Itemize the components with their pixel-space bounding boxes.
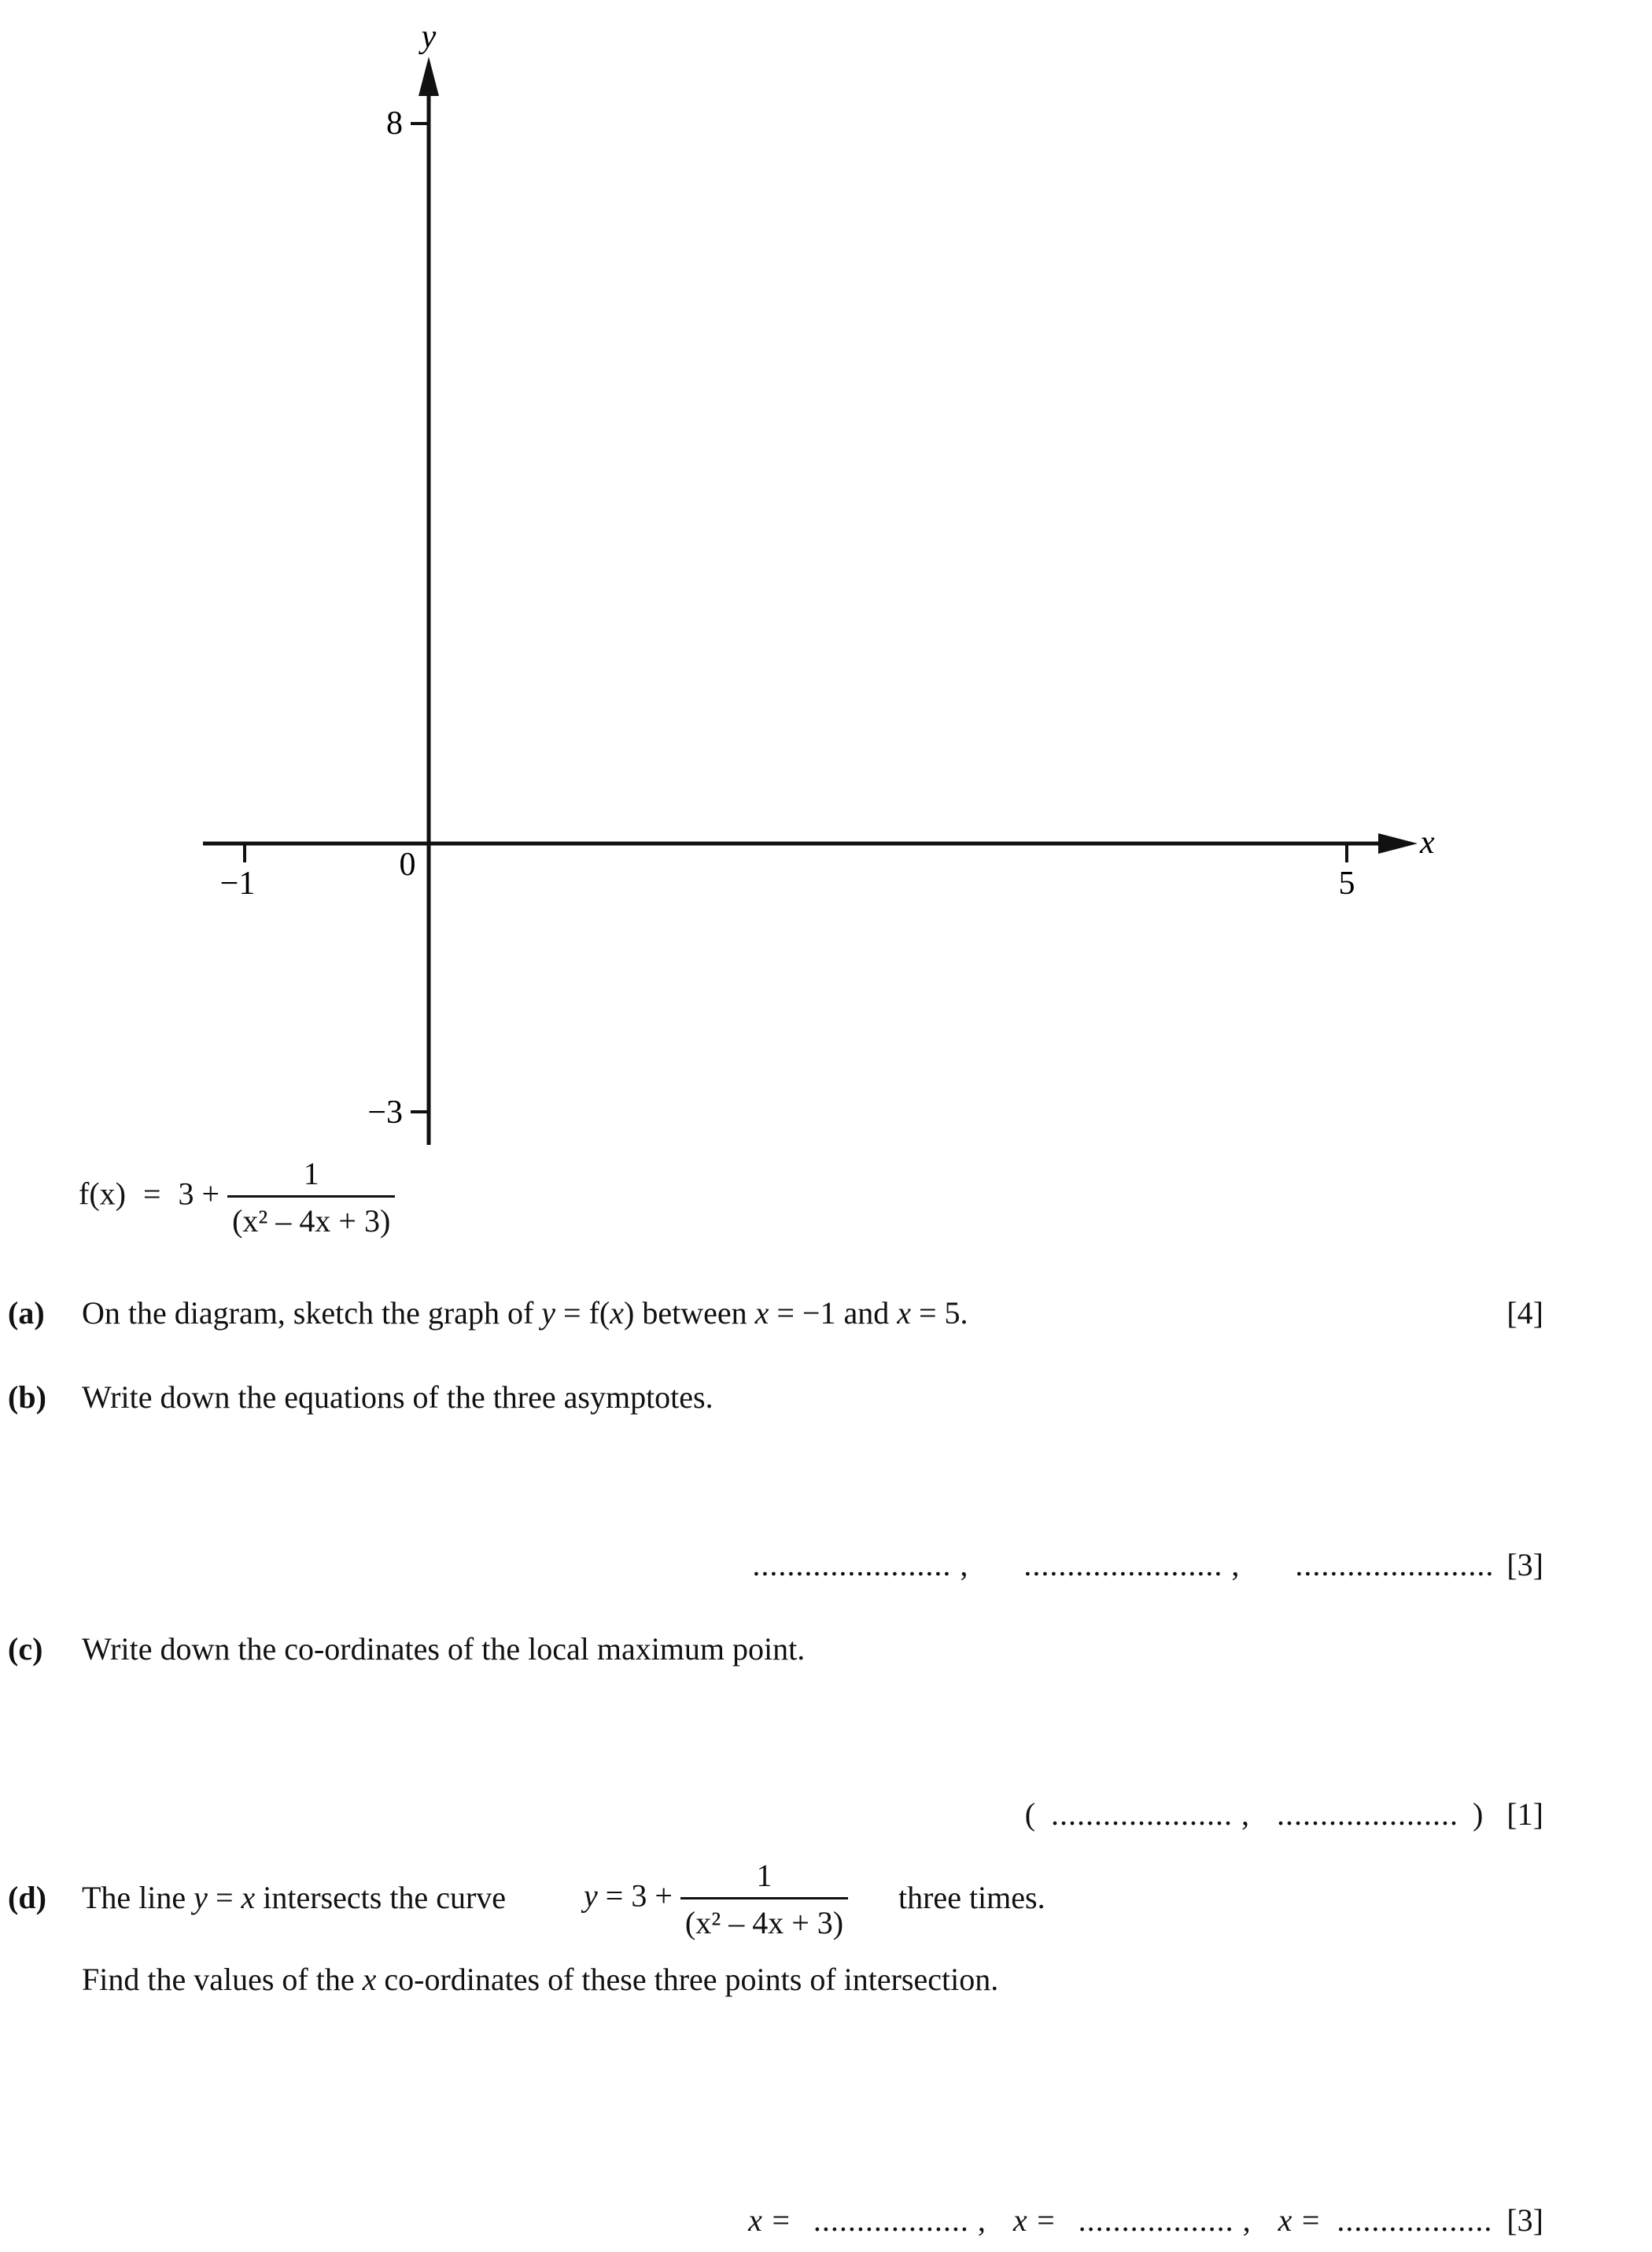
part-a-var-x: x bbox=[754, 1295, 769, 1331]
part-b-answer-blank-1[interactable]: ....................... , bbox=[752, 1547, 969, 1582]
part-d-text: The line bbox=[82, 1880, 194, 1915]
part-d-question-line2 bbox=[82, 1961, 998, 1998]
y-tick-label-8: 8 bbox=[386, 105, 403, 142]
part-d-curve-denominator: (x² – 4x + 3) bbox=[680, 1897, 848, 1941]
part-d-answer-blank-3[interactable]: .................. bbox=[1337, 2202, 1493, 2238]
part-a-var-x: x bbox=[897, 1295, 911, 1331]
part-d-label: (d) bbox=[8, 1880, 46, 1915]
part-c-answer-line bbox=[1025, 1796, 1543, 1833]
part-d-var-x: x bbox=[241, 1880, 256, 1915]
part-b-marks: [3] bbox=[1506, 1547, 1543, 1582]
function-numerator: 1 bbox=[303, 1156, 319, 1191]
part-d-answer-prefix: x = bbox=[1012, 2202, 1056, 2238]
part-c-label: (c) bbox=[8, 1631, 43, 1667]
part-d-curve-var-y: y bbox=[584, 1877, 598, 1914]
function-fraction bbox=[227, 1155, 395, 1239]
part-d-text: Find the values of the bbox=[82, 1962, 363, 1997]
part-b-answer-blank-2[interactable]: ....................... , bbox=[1023, 1547, 1241, 1582]
part-c-question: Write down the co-ordinates of the local maximum point. bbox=[82, 1631, 806, 1667]
function-constant: 3 + bbox=[178, 1176, 220, 1212]
function-definition bbox=[79, 1155, 395, 1239]
part-c-close-paren: ) bbox=[1473, 1796, 1484, 1832]
part-d-var-x: x bbox=[362, 1962, 377, 1997]
part-c-open-paren: ( bbox=[1024, 1796, 1036, 1832]
x-tick-label-minus1: −1 bbox=[219, 866, 256, 902]
part-d-answer-blank-1[interactable]: .................. , bbox=[813, 2202, 986, 2238]
part-a-text: ) between bbox=[624, 1295, 755, 1331]
part-d-text: co-ordinates of these three points of intersection. bbox=[376, 1962, 999, 1997]
x-tick-label-5: 5 bbox=[1338, 866, 1355, 902]
part-d-marks: [3] bbox=[1506, 2202, 1543, 2238]
part-b-answer-blank-3[interactable]: ....................... bbox=[1295, 1547, 1495, 1582]
part-a-text: = 5. bbox=[911, 1295, 968, 1331]
part-d-answer-prefix: x = bbox=[748, 2202, 791, 2238]
part-c-answer-blank-2[interactable]: ..................... bbox=[1277, 1796, 1459, 1832]
y-axis-label: y bbox=[421, 19, 437, 55]
x-axis-arrow bbox=[1378, 833, 1418, 854]
x-axis-label: x bbox=[1420, 825, 1435, 861]
part-c-marks: [1] bbox=[1506, 1796, 1543, 1832]
part-a-var-y: y bbox=[541, 1295, 556, 1331]
part-d-answer-blank-2[interactable]: .................. , bbox=[1078, 2202, 1252, 2238]
part-d-question-line1 bbox=[82, 1879, 506, 1916]
part-d-var-y: y bbox=[194, 1880, 208, 1915]
part-d-curve-fraction bbox=[680, 1857, 848, 1941]
part-a-text: = −1 and bbox=[769, 1295, 898, 1331]
function-denominator: (x² – 4x + 3) bbox=[227, 1195, 395, 1239]
part-d-text: = bbox=[207, 1880, 242, 1915]
part-a-text: = f( bbox=[555, 1295, 610, 1331]
part-a-text: On the diagram, sketch the graph of bbox=[82, 1295, 542, 1331]
part-c-answer-blank-1[interactable]: ..................... , bbox=[1051, 1796, 1251, 1832]
part-d-text: intersects the curve bbox=[255, 1880, 507, 1915]
part-b-answer-line bbox=[752, 1546, 1543, 1583]
part-b-question: Write down the equations of the three asymptotes. bbox=[82, 1379, 714, 1415]
part-a-question bbox=[82, 1294, 968, 1331]
part-d-curve-eq: = 3 + bbox=[597, 1877, 673, 1914]
y-axis-arrow bbox=[419, 57, 439, 96]
part-a-label: (a) bbox=[8, 1295, 45, 1331]
function-lhs: f(x) bbox=[79, 1176, 126, 1212]
part-a-marks: [4] bbox=[1506, 1295, 1543, 1331]
part-d-three-times: three times. bbox=[898, 1880, 1045, 1915]
part-d-answer-prefix: x = bbox=[1278, 2202, 1322, 2238]
function-eq: = bbox=[142, 1176, 161, 1212]
part-d-curve-equation bbox=[584, 1857, 848, 1941]
origin-label: 0 bbox=[399, 847, 416, 883]
part-b-label: (b) bbox=[8, 1379, 46, 1415]
part-a-var-x: x bbox=[610, 1295, 624, 1331]
part-d-answer-line bbox=[748, 2202, 1543, 2239]
y-tick-label-minus3: −3 bbox=[367, 1095, 403, 1131]
part-d-curve-numerator: 1 bbox=[756, 1858, 773, 1893]
